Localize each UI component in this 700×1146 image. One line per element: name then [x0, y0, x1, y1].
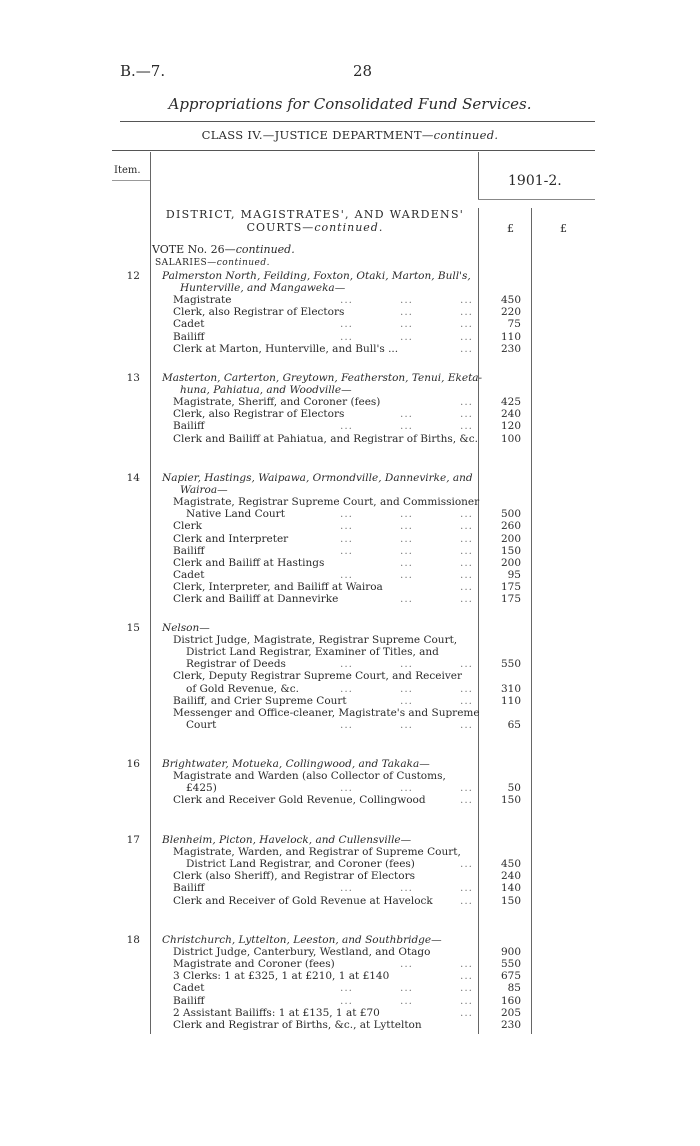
item-line-text: Cadet: [173, 568, 205, 581]
item-line-text: Clerk and Bailiff at Hastings: [173, 556, 325, 569]
item-number: 14: [126, 472, 140, 484]
amount-left-divider: [478, 208, 479, 1034]
item-amount: 205: [500, 1006, 521, 1019]
item-location: Brightwater, Motueka, Collingwood, and Takaka—: [162, 758, 430, 770]
leader-dots: ...: [460, 970, 474, 983]
leader-dots: ...: [460, 794, 474, 807]
amount-right-divider: [531, 208, 532, 1034]
leader-dots: ...: [400, 318, 414, 331]
item-line-text: Bailiff: [173, 994, 205, 1007]
leader-dots: ...: [460, 318, 474, 331]
leader-dots: ...: [460, 694, 474, 707]
item-line-text: Magistrate, Warden, and Registrar of Supreme Court,: [173, 846, 461, 859]
item-column-divider: [150, 152, 151, 1034]
item-line-text: Clerk, Interpreter, and Bailiff at Wairoa: [173, 580, 383, 593]
leader-dots: ...: [400, 694, 414, 707]
leader-dots: ...: [400, 718, 414, 731]
leader-dots: ...: [400, 568, 414, 581]
vote-heading: VOTE No. 26—continued.: [152, 243, 295, 256]
leader-dots: ...: [400, 658, 414, 671]
item-line-text: Clerk and Bailiff at Pahiatua, and Registrar of Births, &c.: [173, 432, 478, 445]
item-line-text: District Land Registrar, and Coroner (fees): [186, 858, 415, 871]
division-heading-line2: COURTS—continued.: [246, 221, 384, 234]
item-line-text: Cadet: [173, 982, 205, 995]
leader-dots: ...: [460, 858, 474, 871]
leader-dots: ...: [400, 882, 414, 895]
item-line-text: Messenger and Office-cleaner, Magistrate's and Supreme: [173, 706, 480, 719]
currency-symbol-right: £: [560, 222, 567, 235]
item-amount: 110: [500, 330, 521, 343]
leader-dots: ...: [340, 520, 354, 533]
title-rule: [120, 121, 595, 122]
leader-dots: ...: [400, 408, 414, 421]
leader-dots: ...: [460, 532, 474, 545]
item-number: 18: [126, 934, 140, 946]
division-heading-line1: DISTRICT, MAGISTRATES', AND WARDENS': [165, 208, 465, 221]
item-amount: 65: [507, 718, 521, 731]
item-line-text: Clerk, also Registrar of Electors: [173, 306, 345, 319]
leader-dots: ...: [340, 994, 354, 1007]
leader-dots: ...: [400, 508, 414, 521]
item-location: Blenheim, Picton, Havelock, and Cullensville—: [162, 834, 412, 846]
item-amount: 550: [500, 958, 521, 971]
item-amount: 140: [500, 882, 521, 895]
leader-dots: ...: [400, 593, 414, 605]
item-amount: 450: [500, 294, 521, 307]
item-amount: 230: [500, 342, 521, 355]
item-line-text: Court: [186, 718, 217, 731]
item-amount: 50: [507, 782, 521, 795]
salaries-heading: SALARIES—continued.: [155, 258, 271, 268]
leader-dots: ...: [460, 593, 474, 605]
item-line-text: Bailiff: [173, 882, 205, 895]
item-line-text: Native Land Court: [186, 508, 285, 521]
leader-dots: ...: [400, 544, 414, 557]
item-number: 12: [126, 270, 140, 282]
item-amount: 500: [500, 508, 521, 521]
leader-dots: ...: [460, 396, 474, 409]
item-line-text: Magistrate and Warden (also Collector of Customs,: [173, 770, 446, 783]
item-amount: 240: [500, 870, 521, 883]
item-location: Napier, Hastings, Waipawa, Ormondville, Dannevirke, and: [162, 472, 473, 484]
leader-dots: ...: [340, 318, 354, 331]
item-line-text: 2 Assistant Bailiffs: 1 at £135, 1 at £70: [173, 1006, 380, 1019]
item-line-text: Magistrate, Registrar Supreme Court, and Commissioner: [173, 496, 480, 509]
item-amount: 85: [507, 982, 521, 995]
item-line-text: District Judge, Canterbury, Westland, and Otago: [173, 946, 431, 959]
item-amount: 110: [500, 694, 521, 707]
leader-dots: ...: [400, 306, 414, 319]
leader-dots: ...: [460, 342, 474, 355]
leader-dots: ...: [460, 420, 474, 433]
leader-dots: ...: [340, 420, 354, 433]
item-line-text: of Gold Revenue, &c.: [186, 682, 299, 695]
leader-dots: ...: [460, 306, 474, 319]
leader-dots: ...: [460, 958, 474, 971]
leader-dots: ...: [460, 556, 474, 569]
item-line-text: Clerk, Deputy Registrar Supreme Court, and Receiver: [173, 670, 462, 683]
item-number: 13: [126, 372, 140, 384]
item-location: huna, Pahiatua, and Woodville—: [180, 384, 352, 397]
item-amount: 160: [500, 994, 521, 1007]
item-number: 17: [126, 834, 140, 846]
leader-dots: ...: [400, 994, 414, 1007]
leader-dots: ...: [460, 544, 474, 557]
item-line-text: Clerk (also Sheriff), and Registrar of Electors: [173, 870, 416, 883]
leader-dots: ...: [340, 682, 354, 695]
item-amount: 425: [500, 396, 521, 409]
item-amount: 260: [500, 520, 521, 533]
leader-dots: ...: [400, 556, 414, 569]
leader-dots: ...: [400, 532, 414, 545]
leader-dots: ...: [460, 520, 474, 533]
item-amount: 75: [507, 318, 521, 331]
item-amount: 100: [500, 432, 521, 445]
item-line-text: Clerk and Interpreter: [173, 532, 289, 545]
item-line-text: Clerk: [173, 520, 202, 533]
item-line-text: Bailiff: [173, 544, 205, 557]
item-amount: 175: [500, 580, 521, 593]
leader-dots: ...: [400, 982, 414, 995]
page-number: 28: [353, 62, 373, 80]
leader-dots: ...: [340, 882, 354, 895]
item-line-text: Clerk at Marton, Hunterville, and Bull's ...: [173, 342, 399, 355]
item-amount: 95: [507, 568, 521, 581]
item-line-text: District Judge, Magistrate, Registrar Supreme Court,: [173, 634, 458, 647]
item-line-text: Registrar of Deeds: [186, 658, 286, 671]
item-number: 15: [126, 622, 140, 634]
item-amount: 900: [500, 946, 521, 959]
item-line-text: £425): [186, 782, 217, 795]
item-line-text: Clerk and Registrar of Births, &c., at Lyttelton: [173, 1018, 422, 1031]
item-line-text: District Land Registrar, Examiner of Titles, and: [186, 646, 439, 659]
leader-dots: ...: [400, 420, 414, 433]
leader-dots: ...: [340, 718, 354, 731]
item-location: Masterton, Carterton, Greytown, Featherston, Tenui, Eketa-: [162, 372, 483, 384]
leader-dots: ...: [460, 718, 474, 731]
leader-dots: ...: [340, 982, 354, 995]
item-amount: 150: [500, 794, 521, 807]
item-amount: 240: [500, 408, 521, 421]
leader-dots: ...: [460, 508, 474, 521]
item-line-text: Magistrate, Sheriff, and Coroner (fees): [173, 396, 381, 409]
item-line-text: Bailiff, and Crier Supreme Court: [173, 694, 347, 707]
table-top-rule: [112, 150, 595, 151]
leader-dots: ...: [340, 782, 354, 795]
leader-dots: ...: [400, 958, 414, 971]
item-column-header: Item.: [114, 165, 141, 176]
item-amount: 200: [500, 532, 521, 545]
item-location: Hunterville, and Mangaweka—: [180, 282, 346, 295]
item-line-text: Clerk and Bailiff at Dannevirke: [173, 593, 339, 605]
item-line-text: Clerk and Receiver of Gold Revenue at Havelock: [173, 894, 433, 907]
item-header-rule: [112, 180, 150, 181]
item-line-text: Clerk and Receiver Gold Revenue, Collingwood: [173, 794, 426, 807]
leader-dots: ...: [340, 568, 354, 581]
leader-dots: ...: [400, 682, 414, 695]
item-line-text: Bailiff: [173, 330, 205, 343]
leader-dots: ...: [460, 782, 474, 795]
item-line-text: Cadet: [173, 318, 205, 331]
page-title: Appropriations for Consolidated Fund Services.: [168, 95, 532, 113]
item-line-text: Magistrate and Coroner (fees): [173, 958, 335, 971]
item-location: Wairoa—: [180, 484, 228, 497]
leader-dots: ...: [400, 330, 414, 343]
item-location: Christchurch, Lyttelton, Leeston, and Southbridge—: [162, 934, 442, 946]
class-title: CLASS IV.—JUSTICE DEPARTMENT—continued.: [201, 128, 499, 142]
leader-dots: ...: [340, 508, 354, 521]
leader-dots: ...: [340, 330, 354, 343]
item-amount: 310: [500, 682, 521, 695]
leader-dots: ...: [340, 294, 354, 307]
item-line-text: 3 Clerks: 1 at £325, 1 at £210, 1 at £140: [173, 970, 390, 983]
leader-dots: ...: [460, 1006, 474, 1019]
item-line-text: Magistrate: [173, 294, 232, 307]
leader-dots: ...: [460, 408, 474, 421]
item-amount: 230: [500, 1018, 521, 1031]
leader-dots: ...: [340, 532, 354, 545]
item-amount: 550: [500, 658, 521, 671]
item-amount: 150: [500, 894, 521, 907]
year-header-rule: [478, 199, 595, 200]
item-amount: 675: [500, 970, 521, 983]
document-reference: B.—7.: [120, 62, 166, 80]
item-amount: 200: [500, 556, 521, 569]
leader-dots: ...: [460, 580, 474, 593]
leader-dots: ...: [340, 658, 354, 671]
leader-dots: ...: [460, 882, 474, 895]
item-line-text: Clerk, also Registrar of Electors: [173, 408, 345, 421]
item-line-text: Bailiff: [173, 420, 205, 433]
leader-dots: ...: [460, 330, 474, 343]
year-column-header: 1901-2.: [508, 173, 562, 189]
leader-dots: ...: [400, 782, 414, 795]
item-amount: 220: [500, 306, 521, 319]
leader-dots: ...: [460, 568, 474, 581]
item-location: Nelson—: [162, 622, 210, 634]
leader-dots: ...: [460, 994, 474, 1007]
leader-dots: ...: [460, 658, 474, 671]
leader-dots: ...: [340, 544, 354, 557]
item-amount: 150: [500, 544, 521, 557]
item-amount: 120: [500, 420, 521, 433]
year-column-divider: [478, 152, 479, 199]
item-location: Palmerston North, Feilding, Foxton, Otaki, Marton, Bull's,: [162, 270, 471, 282]
currency-symbol-left: £: [507, 222, 514, 235]
leader-dots: ...: [460, 982, 474, 995]
leader-dots: ...: [400, 294, 414, 307]
leader-dots: ...: [460, 294, 474, 307]
item-number: 16: [126, 758, 140, 770]
leader-dots: ...: [400, 520, 414, 533]
item-amount: 450: [500, 858, 521, 871]
leader-dots: ...: [460, 894, 474, 907]
item-amount: 175: [500, 593, 521, 605]
leader-dots: ...: [460, 682, 474, 695]
